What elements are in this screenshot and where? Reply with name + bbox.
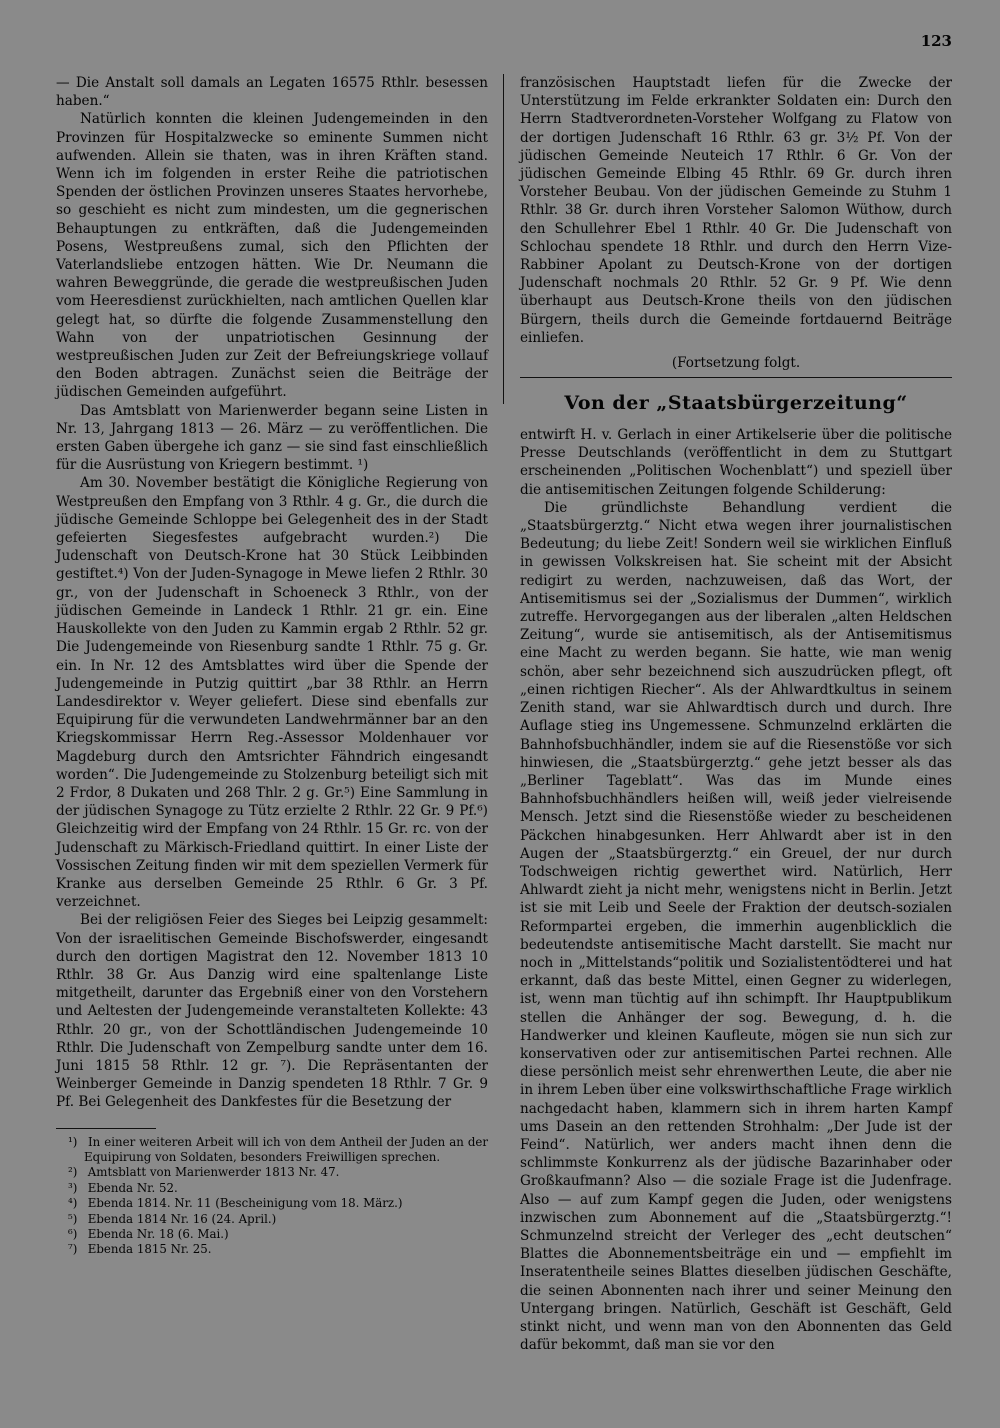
left-column [56, 74, 488, 1258]
paragraph: entwirft H. v. Gerlach in einer Artikelserie über die politische Presse Deutschlands (veröffentlicht in dem zu Stuttgart erscheinenden „Politischen Wochenblatt“) und speziell über die antisemitischen Zeitungen folgende Schilderung: [520, 427, 952, 498]
footnote-mark: ⁴) [68, 1196, 78, 1211]
footnote-mark: ⁷) [68, 1242, 78, 1257]
footnote-text: Ebenda 1814. Nr. 11 (Bescheinigung vom 18. März.) [87, 1196, 403, 1211]
to-be-continued-note: (Fortsetzung folgt. [671, 355, 801, 372]
footnote-mark: ¹) [68, 1134, 78, 1149]
footnote-text: Ebenda Nr. 18 (6. Mai.) [87, 1227, 229, 1242]
footnote [56, 1181, 488, 1196]
right-column [520, 74, 952, 1354]
footnote [56, 1227, 488, 1242]
paragraph: Das Amtsblatt von Marienwerder begann seine Listen in Nr. 13, Jahrgang 1813 — 26. März — zu veröffentlichen. Die ersten Gaben übergehe ich ganz — sie sind fast einschließlich für die Ausrüstung von Kriegern bestimmt. ¹) [56, 402, 488, 474]
footnotes [56, 1135, 488, 1258]
paragraph: Am 30. November bestätigt die Königliche Regierung von Westpreußen den Empfang von 3 Rthlr. 4 g. Gr., die durch die jüdische Gemeinde Schloppe bei Gelegenheit des in der Stadt gefeierten Siegesfestes aufgebracht wurden.²) Die Judenschaft von Deutsch-Krone hat 30 Stück Leibbinden gestiftet.⁴) Von der Juden-Synagoge in Mewe liefen 2 Rthlr. 30 gr., von der Judenschaft in Schoeneck 3 Rthlr., von der jüdischen Gemeinde in Landeck 1 Rthlr. 21 gr. ein. Eine Hauskollekte von den Juden zu Kammin ergab 2 Rthlr. 52 gr. Die Judengemeinde von Riesenburg sandte 1 Rthlr. 75 g. Gr. ein. In Nr. 12 des Amtsblattes wird über die Spende der Judengemeinde in Putzig quittirt „bar 38 Rthlr. an Herrn Landesdirektor v. Weyer geliefert. Diese sind ebenfalls zur Equipirung für die verwundeten Landwehrmänner bar an den Kriegskommissar Herrn Reg.-Assessor Moldenhauer vor Magdeburg durch den Amtsrichter Fähndrich eingesandt worden“. Die Judengemeinde zu Stolzenburg beteiligt sich mit 2 Frdor, 8 Dukaten und 268 Thlr. 2 g. Gr.⁵) Eine Sammlung in der jüdischen Synagoge zu Tütz erzielte 2 Rthlr. 22 Gr. 9 Pf.⁶) Gleichzeitig wird der Empfang von 24 Rthlr. 15 Gr. rc. von der Judenschaft zu Märkisch-Friedland quittirt. In einer Liste der Vossischen Zeitung finden wir mit dem speziellen Vermerk für Kranke aus derselben Gemeinde 25 Rthlr. 6 Gr. 3 Pf. verzeichnet. [56, 475, 488, 911]
footnote-text: Ebenda 1814 Nr. 16 (24. April.) [87, 1211, 277, 1226]
paragraph: Bei der religiösen Feier des Sieges bei Leipzig gesammelt: Von der israelitischen Gemeinde Bischofswerder, eingesandt durch den dortigen Magistrat den 12. November 1813 10 Rthlr. 38 Gr. Aus Danzig wird eine spaltenlange Liste mitgetheilt, darunter das Ergebniß einer von den Vorstehern und Aeltesten der Judengemeinde veranstalteten Kollekte: 43 Rthlr. 20 gr., von der Schottländischen Judengemeinde 10 Rthlr. Die Judenschaft von Zempelburg sandte unter dem 16. Juni 1815 58 Rthlr. 12 gr. ⁷). Die Repräsentanten der Weinberger Gemeinde in Danzig spendeten 18 Rthlr. 7 Gr. 9 Pf. Bei Gelegenheit des Dankfestes für die Besetzung der [56, 912, 488, 1111]
footnote-mark: ²) [68, 1165, 78, 1180]
paragraph: Natürlich konnten die kleinen Judengemeinden in den Provinzen für Hospitalzwecke so eminente Summen nicht aufwenden. Allein sie thaten, was in ihren Kräften stand. Wenn ich im folgenden in erster Reihe die patriotischen Spenden der östlichen Provinzen unseres Staates hervorhebe, so geschieht es nicht zum mindesten, um die gegnerischen Behauptungen zu entkräften, daß die Judengemeinden Posens, Westpreußens zumal, sich den Pflichten der Vaterlandsliebe entzogen hätten. Wie Dr. Neumann die wahren Beweggründe, die gerade die westpreußischen Juden vom Heeresdienst zurückhielten, nach amtlichen Quellen klar gelegt hat, so dürfte die folgende Zusammenstellung den Wahn von der unpatriotischen Gesinnung der westpreußischen Juden zur Zeit der Befreiungskriege vollauf den Boden abtragen. Zunächst seien die Beiträge der jüdischen Gemeinden aufgeführt. [56, 111, 488, 401]
footnote [56, 1135, 488, 1166]
continuation-paragraph: französischen Hauptstadt liefen für die Zwecke der Unterstützung im Felde erkrankter Soldaten ein: Durch den Herrn Stadtverordneten-Vorsteher Wolfgang zu Flatow von der dortigen Judenschaft 16 Rthlr. 63 gr. 3½ Pf. Von der jüdischen Gemeinde Neuteich 17 Rthlr. 6 Gr. Von der jüdischen Gemeinde Elbing 45 Rthlr. 69 Gr. durch ihren Vorsteher Beubau. Von der jüdischen Gemeinde zu Stuhm 1 Rthlr. 38 Gr. durch ihren Vorsteher Salomon Wüthow, durch den Schullehrer Ebel 1 Rthlr. 40 Gr. Die Judenschaft von Schlochau spendete 18 Rthlr. und durch den Herrn Vize-Rabbiner Apolant zu Deutsch-Krone von der dortigen Judenschaft nochmals 20 Rthlr. 52 Gr. 9 Pf. Wie denn überhaupt aus Deutsch-Krone theils von den jüdischen Bürgern, theils durch die Gemeinde fortdauernd Beiträge einliefen. [520, 75, 952, 346]
footnote [56, 1242, 488, 1257]
paragraph: Die gründlichste Behandlung verdient die „Staatsbürgerztg.“ Nicht etwa wegen ihrer journalistischen Bedeutung; du liebe Zeit! Sondern weil sie wirklichen Einfluß in gewissen Volkskreisen hat. Sie scheint mit der Absicht redigirt zu werden, nachzuweisen, daß das Wort, der Antisemitismus sei der „Sozialismus der Dummen“, wirklich zutreffe. Hervorgegangen aus der liberalen „alten Heldschen Zeitung“, wurde sie antisemitisch, als der Antisemitismus eine Macht zu werden begann. Sie hatte, wie man wenig schön, aber sehr bezeichnend sich auszudrücken pflegt, oft „einen richtigen Riecher“. Als der Ahlwardtkultus in seinem Zenith stand, war sie Ahlwardtisch durch und durch. Ihre Auflage stieg ins Ungemessene. Schmunzelnd erklärten die Bahnhofsbuchhändler, indem sie auf die Riesenstöße vor sich hinwiesen, die „Staatsbürgerztg.“ gehe jetzt besser als das „Berliner Tageblatt“. Was das im Munde eines Bahnhofsbuchhändlers heißen will, weiß jeder vielreisende Mensch. Jetzt sind die Riesenstöße wieder zu bescheidenen Päckchen hinabgesunken. Herr Ahlwardt aber ist in den Augen der „Staatsbürgerztg.“ ein Greuel, der nur durch Todschweigen richtig gewerthet wird. Natürlich, Herr Ahlwardt zieht ja nicht mehr, wenigstens nicht in Berlin. Jetzt ist sie mit Leib und Seele der Fraktion der deutsch-sozialen Reformpartei ergeben, die immerhin augenblicklich die bedeutendste antisemitische Macht darstellt. Sie macht nur noch in „Mittelstands“politik und Sozialistentödterei und hat erkannt, daß das beste Mittel, einen Gegner zu widerlegen, ist, wenn man tüchtig auf ihn schimpft. Ihr Hauptpublikum stellen die Anhänger der sog. Bewegung, d. h. die Handwerker und kleinen Kaufleute, mögen sie nun sich zur konservativen oder zur antisemitischen Partei rechnen. Alle diese persönlich meist sehr ehrenwerthen Leute, die aber nie in ihrem Leben über eine volkswirthschaftliche Frage wirklich nachgedacht haben, klammern sich in ihrem harten Kampf ums Dasein an den rettenden Strohhalm: „Der Jude ist der Feind“. Natürlich, wer anders macht ihnen denn die schlimmste Konkurrenz als der jüdische Bazarinhaber oder Großkaufmann? Also — die soziale Frage ist die Judenfrage. Also — auf zum Kampf gegen die Juden, oder wenigstens inzwischen zum Abonnement auf die „Staatsbürgerztg.“! Schmunzelnd streicht der Verleger des „echt deutschen“ Blattes die Abonnementsbeiträge ein und — empfiehlt im Inseratentheile seines Blattes dieselben jüdischen Geschäfte, die seinen Abonnenten nach ihrer und seiner Meinung den Untergang bringen. Natürlich, Geschäft ist Geschäft, Geld stinkt nicht, und wenn man von den Abonnenten das Geld dafür bekommt, daß man sie vor den [520, 499, 952, 1354]
page-number: 123 [920, 32, 952, 50]
section-divider [520, 377, 952, 378]
paragraph: — Die Anstalt soll damals an Legaten 16575 Rthlr. besessen haben.“ [56, 75, 488, 110]
footnote [56, 1165, 488, 1180]
footnote-text: Ebenda Nr. 52. [87, 1180, 178, 1195]
footnote [56, 1196, 488, 1211]
footnote [56, 1212, 488, 1227]
section-title: Von der „Staatsbürgerzeitung“ [564, 392, 908, 415]
footnote-mark: ³) [68, 1180, 78, 1195]
footnote-mark: ⁶) [68, 1227, 78, 1242]
footnote-text: In einer weiteren Arbeit will ich von dem Antheil der Juden an der Equipirung von Soldaten, besonders Freiwilligen sprechen. [84, 1134, 489, 1164]
footnote-text: Amtsblatt von Marienwerder 1813 Nr. 47. [87, 1165, 340, 1180]
footnote-divider [56, 1128, 156, 1129]
footnote-mark: ⁵) [68, 1211, 78, 1226]
column-divider [503, 74, 504, 404]
footnote-text: Ebenda 1815 Nr. 25. [87, 1242, 212, 1257]
